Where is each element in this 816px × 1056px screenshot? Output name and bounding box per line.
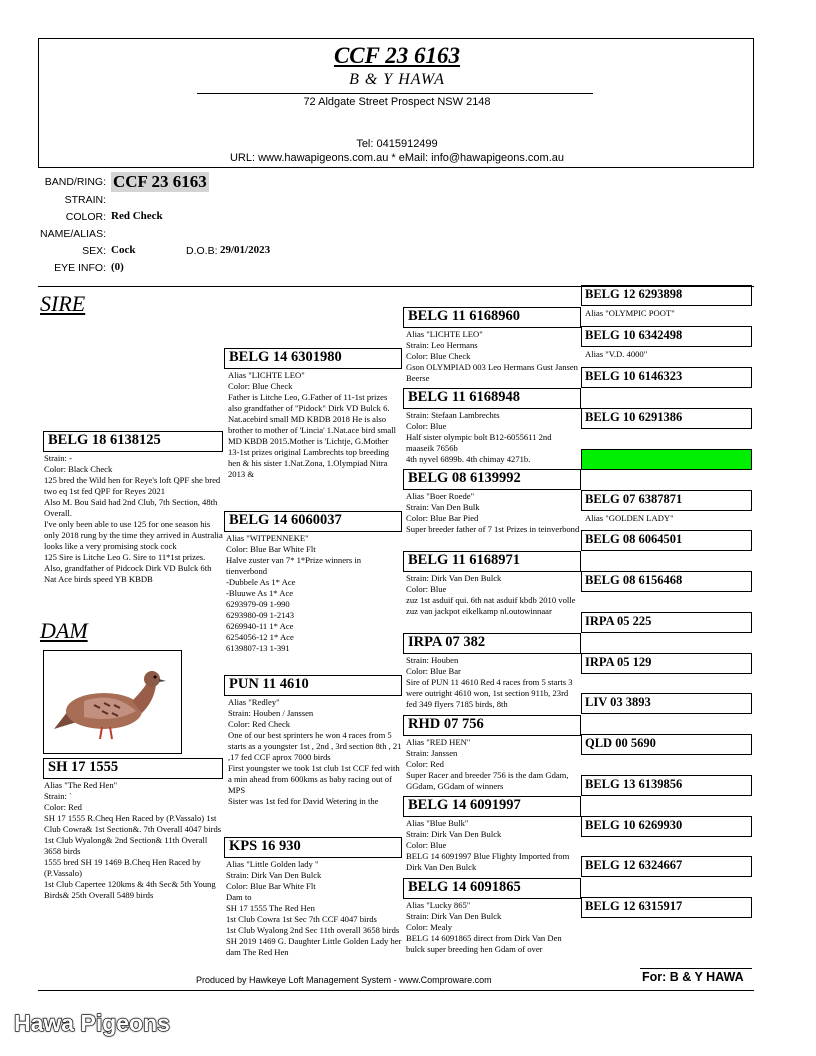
signature-line [640,968,752,969]
sire-detail-line: Color: Black Check [44,464,113,474]
band-label: BAND/RING: [44,176,106,188]
detail-line: Strain: Dirk Van Den Bulck [406,573,502,583]
detail-line: 6269940-11 1* Ace [226,621,294,631]
dam-dam-details [226,859,402,977]
dam-detail-line: 1st Club Capertee 120kms & 4th Sec& 5th Young Birds& 25th Overall 5489 birds [44,879,216,900]
for-owner: For: B & Y HAWA [642,970,744,984]
sire-detail-line: 125 Sire is Litche Leo G. Sire to 11*1st prizes. Also, grandfather of Pidcock Dirk VD Bulck 6th Nat Ace birds speed YB KBDB [44,552,212,584]
detail-line: 6293979-09 1-990 [226,599,290,609]
gen3-details-2 [406,410,581,468]
detail-line: Alias "LICHTE LEO" [406,329,483,339]
gen4-band-7: BELG 08 6064501 [581,530,752,551]
detail-line: Color: Blue Bar Pied [406,513,479,523]
dam-sire-details [228,697,402,823]
dob-label: D.O.B: [186,245,218,257]
color-label: COLOR: [65,211,106,223]
detail-line: 6139807-13 1-391 [226,643,290,653]
detail-line: Gson OLYMPIAD 003 Leo Hermans Gust Jansen Beerse [406,362,578,383]
detail-line: Sister was 1st fed for David Wetering in the [228,796,379,806]
detail-line: Strain: Leo Hermans [406,340,478,350]
detail-line: Sire of PUN 11 4610 Red 4 races from 5 starts 3 were outright 4610 won, 1st section 911b, 23rd fed 349 flyers 7185 birds, 8th [406,677,573,709]
detail-line: Color: Blue Bar White Flt [226,544,316,554]
gen4-band-11: LIV 03 3893 [581,693,752,714]
detail-line: Strain: Houben / Janssen [228,708,314,718]
detail-line: Color: Blue [406,421,447,431]
dob-value: 29/01/2023 [220,244,271,256]
gen4-band-12: QLD 00 5690 [581,734,752,755]
pigeon-photo [43,650,182,754]
gen3-details-7 [406,818,581,876]
owner-url-email: URL: www.hawapigeons.com.au * eMail: info@hawapigeons.com.au [229,152,564,164]
sex-label: SEX: [82,245,106,257]
gen4-band-16: BELG 12 6315917 [581,897,752,918]
dam-detail-line: Alias "The Red Hen" [44,780,118,790]
dam-band: SH 17 1555 [43,758,223,779]
detail-line: 1st Club Wyalong 2nd Sec 11th overall 3658 birds [226,925,400,935]
gen4-alias-6: Alias "GOLDEN LADY" [585,513,674,523]
detail-line: SH 2019 1469 G. Daughter Little Golden Lady her dam The Red Hen [226,936,402,957]
detail-line: Color: Blue Bar [406,666,461,676]
owner-phone: Tel: 0415912499 [356,138,438,150]
color-value: Red Check [111,210,163,222]
gen4-band-10: IRPA 05 129 [581,653,752,674]
detail-line: SH 17 1555 The Red Hen [226,903,315,913]
detail-line: Strain: Van Den Bulk [406,502,480,512]
detail-line: Alias "RED HEN" [406,737,471,747]
gen4-band-1: BELG 12 6293898 [581,285,752,306]
name-alias-label: NAME/ALIAS: [40,228,106,240]
gen4-band-8: BELG 08 6156468 [581,571,752,592]
detail-line: zuz 1st asduif qui. 6th nat asduif kbdb 2010 volle zuz van jackpot eikelkamp nl.outowinnaar [406,595,576,616]
eye-info-label: EYE INFO: [54,262,106,274]
dam-heading: DAM [40,618,88,643]
gen4-band-6: BELG 07 6387871 [581,490,752,511]
dam-dam-band: KPS 16 930 [224,837,402,858]
gen3-details-5 [406,655,581,713]
sire-dam-details [226,533,402,667]
gen4-alias-2: Alias "V.D. 4000" [585,349,648,359]
detail-line: BELG 14 6091865 direct from Dirk Van Den bulck super breeding hen Gdam of over [406,933,562,954]
detail-line: Strain: Dirk Van Den Bulck [406,829,502,839]
bottom-divider [38,990,754,991]
detail-line: Color: Blue [406,840,447,850]
gen4-band-4: BELG 10 6291386 [581,408,752,429]
detail-line: Color: Red [406,759,444,769]
detail-line: Color: Blue Bar White Flt [226,881,316,891]
gen3-band-7: BELG 14 6091997 [403,796,581,817]
detail-line: 1st Club Cowra 1st Sec 7th CCF 4047 birds [226,914,377,924]
page-title: CCF 23 6163 [333,43,461,68]
detail-line: Alias "Blue Bulk" [406,818,469,828]
gen3-band-2: BELG 11 6168948 [403,388,581,409]
header-divider [197,93,593,94]
detail-line: Half sister olympic bolt B12-6055611 2nd maaseik 7656b [406,432,552,453]
eye-info-value: (0) [111,261,124,273]
sire-sire-details [228,370,402,500]
sire-dam-band: BELG 14 6060037 [224,511,402,532]
gen3-details-3 [406,491,581,549]
detail-line: Alias "Little Golden lady " [226,859,319,869]
gen4-band-13: BELG 13 6139856 [581,775,752,796]
detail-line: 6293980-09 1-2143 [226,610,295,620]
detail-line: 6254056-12 1* Ace [226,632,294,642]
gen4-band-5-highlighted [581,449,752,470]
detail-line: -Bluuwe As 1* Ace [226,588,294,598]
detail-line: Super Racer and breeder 756 is the dam Gdam, GGdam, GGdam of winners [406,770,569,791]
pigeon-icon [44,651,181,753]
gen4-band-2: BELG 10 6342498 [581,326,752,347]
detail-line: 4th nyvel 6899b. 4th chimay 4271b. [406,454,531,464]
sire-detail-line: 125 bred the Wild hen for Reye's loft QPF she bred two eq 1st fed QPF for Reyes 2021 [44,475,221,496]
detail-line: First youngster we took 1st club 1st CCF fed with a min ahead from 600kms as baby racing out of MPS [228,763,400,795]
gen4-band-14: BELG 10 6269930 [581,816,752,837]
sire-heading: SIRE [40,291,86,316]
dam-detail-line: 1555 bred SH 19 1469 B.Cheq Hen Raced by (P.Vassalo) [44,857,201,878]
band-value: CCF 23 6163 [113,172,207,191]
detail-line: Color: Blue Check [228,381,293,391]
gen3-details-8 [406,900,581,960]
detail-line: Color: Blue [406,584,447,594]
sire-detail-line: Also M. Bou Said had 2nd Club, 7th Section, 48th Overall. [44,497,218,518]
detail-line: Strain: Stefaan Lambrechts [406,410,500,420]
detail-line: Alias "WITPENNEKE" [226,533,309,543]
detail-line: Dam to [226,892,252,902]
gen3-band-3: BELG 08 6139992 [403,469,581,490]
detail-line: Strain: Dirk Van Den Bulck [406,911,502,921]
detail-line: Alias "LICHTE LEO" [228,370,305,380]
watermark: Hawa Pigeons [14,1010,170,1036]
gen3-details-4 [406,573,581,631]
sire-band: BELG 18 6138125 [43,431,223,452]
dam-detail-line: 1st Club Wyalong& 2nd Section& 11th Overall 3658 birds [44,835,208,856]
detail-line: Strain: Janssen [406,748,458,758]
dam-sire-band: PUN 11 4610 [224,675,402,696]
sex-value: Cock [111,244,136,256]
sire-detail-line: Strain: - [44,453,72,463]
dam-detail-line: SH 17 1555 R.Cheq Hen Raced by (P.Vassalo) 1st Club Cowra& 1st Section&. 7th Overall 4047 birds [44,813,222,834]
detail-line: Color: Mealy [406,922,453,932]
dam-detail-line: Strain: ` [44,791,72,801]
owner-address: 72 Aldgate Street Prospect NSW 2148 [303,96,491,108]
gen3-band-4: BELG 11 6168971 [403,551,581,572]
detail-line: -Dubbele As 1* Ace [226,577,296,587]
detail-line: BELG 14 6091997 Blue Flighty Imported from Dirk Van Den Bulck [406,851,570,872]
gen3-band-8: BELG 14 6091865 [403,878,581,899]
dam-details [44,780,224,925]
sire-detail-line: I've only been able to use 125 for one season his only 2018 rung by the time they arrived in Australia looks like a very promising stock cock [44,519,223,551]
gen4-band-15: BELG 12 6324667 [581,856,752,877]
gen3-band-6: RHD 07 756 [403,715,581,736]
gen4-band-3: BELG 10 6146323 [581,367,752,388]
gen3-band-1: BELG 11 6168960 [403,307,581,328]
gen4-band-9: IRPA 05 225 [581,612,752,633]
gen3-band-5: IRPA 07 382 [403,633,581,654]
detail-line: Color: Red Check [228,719,291,729]
gen3-details-1 [406,329,581,387]
detail-line: Strain: Dirk Van Den Bulck [226,870,322,880]
dam-detail-line: Color: Red [44,802,82,812]
detail-line: Strain: Houben [406,655,459,665]
sire-details [44,453,224,607]
produced-by-note: Produced by Hawkeye Loft Management System - www.Comproware.com [196,975,492,985]
gen4-alias-1: Alias "OLYMPIC POOT" [585,308,675,318]
owner-name: B & Y HAWA [349,71,445,88]
detail-line: Super breeder father of 7 1st Prizes in teinverbond [406,524,580,534]
detail-line: Color: Blue Check [406,351,471,361]
strain-label: STRAIN: [64,194,106,206]
detail-line: Alias "Redley" [228,697,280,707]
detail-line: One of our best sprinters he won 4 races from 5 starts as a youngster 1st , 2nd , 3rd section 8th , 21 ,17 fed CCF aprox 7000 birds [228,730,402,762]
detail-line: Alias "Boer Roede" [406,491,475,501]
detail-line: Alias "Lucky 865" [406,900,471,910]
detail-line: Halve zuster van 7* 1*Prize winners in tienverbond [226,555,362,576]
header-box [38,38,754,168]
gen3-details-6 [406,737,581,795]
detail-line: Father is Litche Leo, G.Father of 11-1st prizes also grandfather of "Pidock" Dirk VD Bulck 6. Nat.acebird small MD KBDB 2018 He is also brother to mother of 'Lincia' 1.Nat.ace bird small MD KBDB 2015.Mother is 'Lichtje, G.Mother 13-1st prizes original Lambrechts top breeding hen & his sister 1.Nat.Zona, 1.Olympiad Nitra 2013 & [228,392,396,479]
sire-sire-band: BELG 14 6301980 [224,348,402,369]
